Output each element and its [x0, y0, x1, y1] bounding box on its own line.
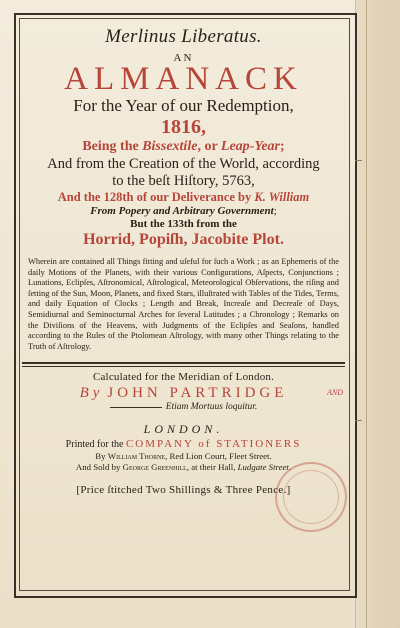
leap-year-word: Leap-Year [220, 139, 280, 154]
company-name: COMPANY of STATIONERS [125, 438, 302, 451]
year-line: For the Year of our Redemption, [73, 96, 294, 115]
divider-thick [22, 362, 345, 364]
author-and: AND [327, 388, 343, 398]
spine-fold-line [366, 0, 367, 628]
printed-for-line [22, 438, 345, 451]
bissextile-suffix: ; [280, 139, 285, 154]
bissextile-word: Bissextile [142, 139, 198, 154]
author-line [22, 385, 345, 402]
printer-by: By [95, 451, 108, 462]
spine-tick [355, 420, 362, 421]
printer-name: William Thorne [107, 451, 166, 462]
seller-place: Ludgate Street [237, 462, 289, 473]
calculated-line: Calculated for the Meridian of London. [92, 371, 275, 384]
horrid-plot-line: Horrid, Popiſh, Jacobite Plot. [83, 231, 284, 248]
stamp-seal-ring [283, 470, 339, 524]
seller-name: George Greenhill [122, 462, 187, 473]
bissextile-or: , or [197, 139, 221, 154]
deliverance-name: K. William [254, 190, 310, 204]
creation-line-2: to the beſt Hiſtory, 5763, [112, 173, 255, 189]
author-name: JOHN PARTRIDGE [107, 385, 288, 402]
popery-suffix: ; [273, 205, 277, 217]
seller-mid: , at their Hall, [186, 462, 238, 473]
seller-end: . [288, 462, 292, 473]
motto-line [22, 402, 345, 412]
contents-paragraph: Wherein are contained all Things fitting and uſeful for ſuch a Work ; as an Ephemeris of the daily Motions of the Planets, with their various Configurations, Aſpects, Conjunctions ; Lunations, Eclipſes, Aſtronomical, Aſtrological, Meteorological Obſervations, the riſing and ſetting of the Sun, Moon, Planets, and fixed Stars, illuſtrated with Tables of the Tides, Terms, and daily Equation of Clocks ; Length and Break, Increaſe and Decreaſe of Days, Semidiurnal and Seminocturnal Arches for ſeveral Latitudes ; a Chronology ; Remarks on the Diviſions of the Heavens, with Judgments of the Eclipſes and Seaſons, handled according to the Rules of the Ptolomean Aſtrology, with many other Things relating to the Truth of Aſtrology. [28, 257, 339, 351]
merlinus-title: Merlinus Liberatus. [105, 26, 262, 47]
printer-address: , Red Lion Court, Fleet Street. [165, 451, 272, 462]
stamp-seal [275, 462, 347, 532]
almanack-heading: ALMANACK [64, 61, 303, 97]
popery-italic: From Popery and Arbitrary Government [90, 205, 274, 217]
printer-line [22, 451, 345, 462]
but-line: But the 133th from the [130, 218, 237, 230]
creation-line-1: And from the Creation of the World, according [47, 156, 320, 172]
motto-rule [110, 407, 162, 408]
price-line: [Price ſtitched Two Shillings & Three Pence.] [76, 484, 291, 497]
by-word: By [79, 385, 104, 402]
divider-thin [22, 366, 345, 367]
an-word: AN [173, 52, 194, 64]
motto-text: Etiam Mortuus loquitur. [165, 402, 258, 413]
london-imprint: LONDON. [143, 422, 224, 437]
deliverance-line [22, 190, 345, 205]
bissextile-line [22, 138, 345, 156]
printed-prefix: Printed for the [65, 439, 126, 451]
title-page-content [22, 22, 345, 496]
seller-prefix: And Sold by [75, 462, 123, 473]
book-spine-edge [355, 0, 400, 628]
spine-tick [355, 160, 362, 161]
bissextile-prefix: Being the [82, 139, 143, 154]
popery-line [22, 205, 345, 218]
year-number: 1816, [161, 116, 206, 138]
deliverance-prefix: And the 128th of our Deliverance by [57, 190, 255, 204]
